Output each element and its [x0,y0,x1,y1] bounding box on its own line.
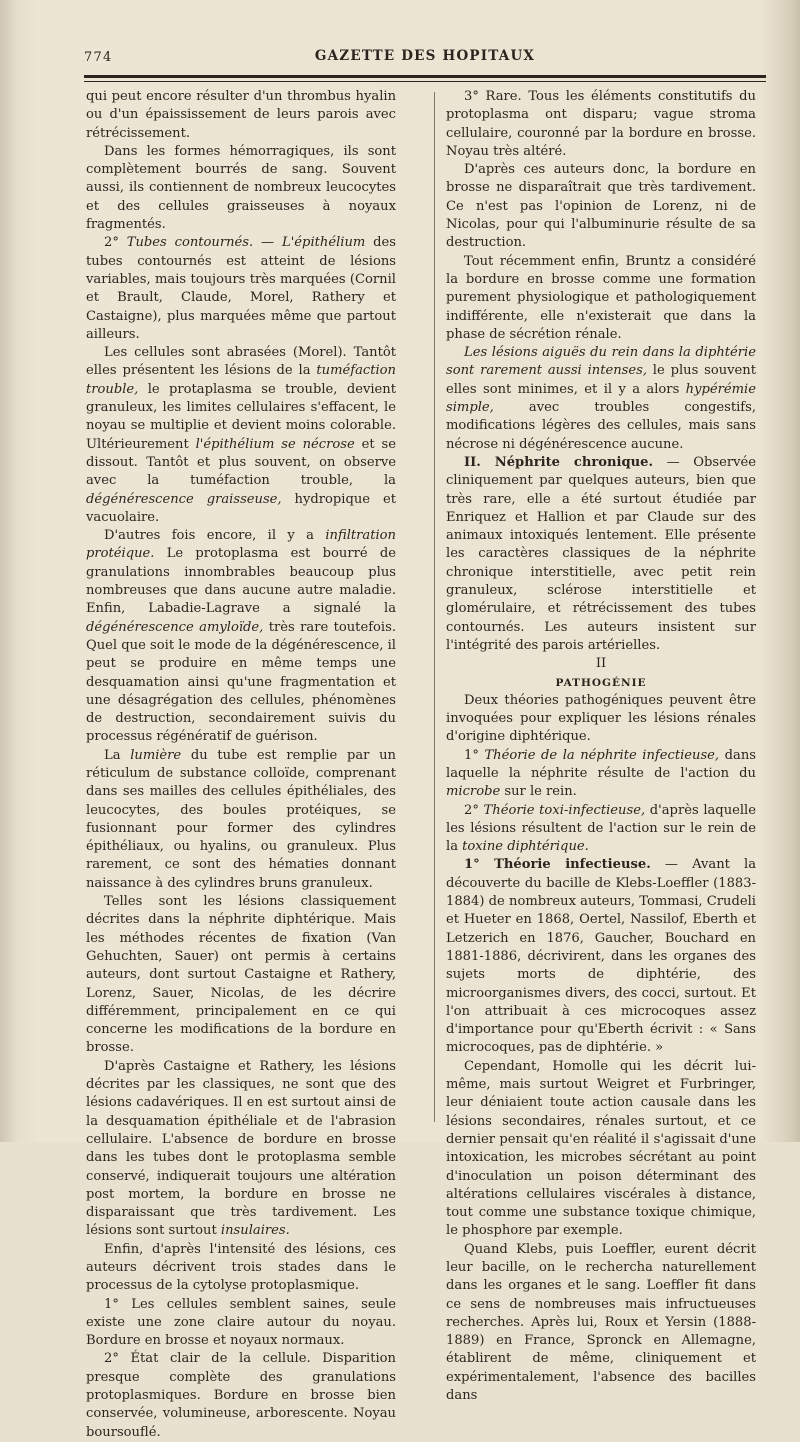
running-title: GAZETTE DES HOPITAUX [314,48,536,64]
paragraph: qui peut encore résulter d'un thrombus hyalin ou d'un épaississement de leurs parois avec rétrécissement. [86,89,396,141]
paragraph: Les cellules sont abrasées (Morel). Tantôt elles présentent les lésions de la tuméfaction trouble, le protaplasma se trouble, devient granuleux, les limites cellulaires s'effacent, le noyau se multiplie et devient moins colorable. Ultérieurement l'épithélium se nécrose et se dissout. Tantôt et plus souvent, on observe avec la tuméfaction trouble, la dégénérescence graisseuse, hydropique et vacuolaire. [86,345,396,525]
paragraph: Deux théories pathogéniques peuvent être invoquées pour expliquer les lésions rénales d'origine diphtérique. [446,692,756,745]
paragraph: D'après ces auteurs donc, la bordure en brosse ne disparaîtrait que très tardivement. Ce n'est pas l'opinion de Lorenz, ni de Nicolas, pour qui l'albuminurie résulte de sa destruction. [446,162,756,251]
paragraph: Dans les formes hémorragiques, ils sont complètement bourrés de sang. Souvent aussi, ils contiennent de nombreux leucocytes et des cellules graisseuses à noyaux fragmentés. [86,143,396,233]
paragraph: Cependant, Homolle qui les décrit lui-même, mais surtout Weigret et Furbringer, leur déniaient toute action causale dans les lésions secondaires, rénales surtout, et ce dernier pensait qu'en réalité il s'agissait d'une intoxication, les microbes sécrétant au point d'inoculation un poison déterminant des altérations cellulaires viscérales à distance, tout comme une substance toxique chimique, le phosphore par exemple. [446,1058,756,1239]
section-number: II [595,656,607,672]
paragraph: Quand Klebs, puis Loeffler, eurent décrit leur bacille, on le rechercha naturellement dans les organes et le sang. Loeffler fit dans ce sens de nombreuses mais infructueuses recherches. Après lui, Roux et Yersin (1888-1889) en France, Spronck en Allemagne, établirent de même, cliniquement et expérimentalement, l'absence des bacilles dans [446,1241,756,1404]
paragraph-stage-1: 1° Les cellules semblent saines, seule existe une zone claire autour du noyau. Bordure en brosse et noyaux normaux. [86,1296,396,1349]
header-rule-thin [84,81,766,82]
left-column [86,88,396,1442]
column-divider [434,92,435,1122]
paragraph: Enfin, d'après l'intensité des lésions, ces auteurs décrivent trois stades dans le processus de la cytolyse protoplasmique. [86,1241,396,1294]
paragraph-theory-2: 2° Théorie toxi-infectieuse, d'après laquelle les lésions résultent de l'action sur le rein de la toxine diphtérique. [446,802,756,855]
right-column [446,88,756,1405]
page-number: 774 [84,50,113,65]
paragraph: La lumière du tube est remplie par un réticulum de substance colloïde, comprenant dans ses mailles des cellules épithéliales, des leucocytes, des boules protéiques, se fusionnant pour former des cylindres épithéliaux, ou hyalins, ou granuleux. Plus rarement, ce sont des hématies donnant naissance à des cylindres bruns granuleux. [86,747,396,891]
paragraph-stage-2: 2° État clair de la cellule. Disparition presque complète des granulations protoplasmiques. Bordure en brosse bien conservée, volumineuse, arborescente. Noyau boursouflé. [86,1351,396,1440]
paragraph-nephrite-chronique: II. Néphrite chronique. — Observée cliniquement par quelques auteurs, bien que très rare, elle a été surtout étudiée par Enriquez et Hallion et par Claude sur des animaux intoxiqués lentement. Elle présente les caractères classiques de la néphrite chronique interstitielle, avec petit rein granuleux, sclérose interstitielle et glomérulaire, et rétrécissement des tubes contournés. Les auteurs insistent sur l'intégrité des parois artérielles. [446,454,756,653]
paragraph: D'après Castaigne et Rathery, les lésions décrites par les classiques, ne sont que des lésions cadavériques. Il en est surtout ainsi de la desquamation épithéliale et de l'abrasion cellulaire. L'absence de bordure en brosse dans les tubes dont le protoplasma semble conservé, indiquerait toujours une altération post mortem, la bordure en brosse ne disparaissant que très tardivement. Les lésions sont surtout insulaires. [86,1058,396,1239]
page-header [84,48,766,70]
section-title: PATHOGÉNIE [555,676,647,689]
paragraph-theory-1: 1° Théorie de la néphrite infectieuse, dans laquelle la néphrite résulte de l'action du microbe sur le rein. [446,747,756,800]
paragraph: Telles sont les lésions classiquement décrites dans la néphrite diphtérique. Mais les méthodes récentes de fixation (Van Gehuchten, Sauer) ont permis à certains auteurs, dont surtout Castaigne et Rathery, Lorenz, Sauer, Nicolas, de les décrire différemment, principalement en ce qui concerne les modifications de la bordure en brosse. [86,894,396,1056]
paragraph-tubes-contournes: 2° Tubes contournés. — L'épithélium des tubes contournés est atteint de lésions variables, mais toujours très marquées (Cornil et Brault, Claude, Morel, Rathery et Castaigne), plus marquées même que partout ailleurs. [86,235,397,342]
paragraph-stage-3: 3° Rare. Tous les éléments constitutifs du protoplasma ont disparu; vague stroma cellulaire, couronné par la bordure en brosse. Noyau très altéré. [446,89,756,159]
paragraph: Tout récemment enfin, Bruntz a considéré la bordure en brosse comme une formation purement physiologique et pathologiquement indifférente, elle n'existerait que dans la phase de sécrétion rénale. [446,253,756,342]
paragraph: D'autres fois encore, il y a infiltration protéique. Le protoplasma est bourré de granulations innombrables beaucoup plus nombreuses que dans aucune autre maladie. Enfin, Labadie-Lagrave a signalé la dégénérescence amyloïde, très rare toutefois. Quel que soit le mode de la dégénérescence, il peut se produire en même temps une desquamation ainsi qu'une fragmentation et une désagrégation des cellules, phénomènes de destruction, secondairement suivis du processus régénératif de guérison. [86,528,396,745]
paragraph: Les lésions aiguës du rein dans la diphtérie sont rarement aussi intenses, le plus souvent elles sont minimes, et il y a alors hypérémie simple, avec troubles congestifs, modifications légères des cellules, mais sans nécrose ni dégénérescence aucune. [446,345,756,452]
header-rule-thick [84,75,766,78]
paragraph-theorie-infectieuse: 1° Théorie infectieuse. — Avant la découverte du bacille de Klebs-Loeffler (1883-1884) de nombreux auteurs, Tommasi, Crudeli et Hueter en 1868, Oertel, Nassilof, Eberth et Letzerich en 1876, Gaucher, Bouchard en 1881-1886, décrivirent, dans les organes des sujets morts de diphtérie, des microorganismes divers, des cocci, surtout. Et l'on attribuait à ces microcoques assez d'importance pour qu'Eberth écrivit : « Sans microcoques, pas de diphtérie. » [446,857,756,1056]
